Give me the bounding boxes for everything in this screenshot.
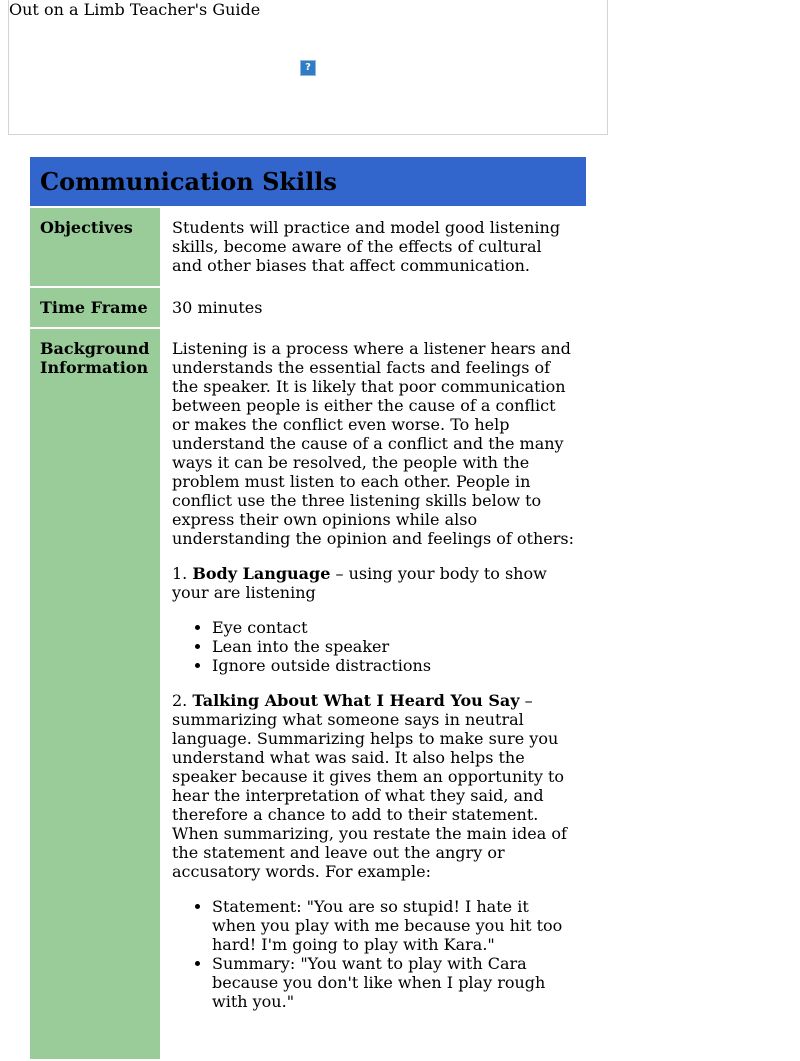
skill-name: Talking About What I Heard You Say [192, 691, 520, 710]
list-item: • Statement: "You are so stupid! I hate it when you play with me because you hit too hard! I'm going to play with Kara." [212, 897, 576, 954]
skill-1-heading [172, 564, 576, 602]
skill-name: Body Language [192, 564, 331, 583]
background-intro: Listening is a process where a listener hears and understands the essential facts and feelings of the speaker. It is likely that poor communication between people is either the cause of a conflict or makes the conflict even worse. To help understand the cause of a conflict and the many ways it can be resolved, the people with the problem must listen to each other. People in conflict use the three listening skills below to express their own opinions while also understanding the opinion and feelings of others: [172, 339, 575, 548]
time-frame-label: Time Frame [30, 288, 160, 327]
background-content [162, 329, 586, 1059]
list-item: • Ignore outside distractions [212, 656, 576, 675]
objectives-label: Objectives [30, 208, 160, 286]
skill-description: – using your body to show your are listening [172, 564, 547, 602]
list-item: • Lean into the speaker [212, 637, 576, 656]
time-frame-text: 30 minutes [172, 298, 263, 317]
banner-title: Out on a Limb Teacher's Guide [9, 0, 261, 19]
background-label-line2: Information [40, 358, 149, 377]
lesson-header [30, 157, 586, 206]
skill-2-heading [172, 691, 576, 881]
list-item: • Summary: "You want to play with Cara because you don't like when I play rough with you." [212, 954, 576, 1011]
skill-2-bullets [172, 897, 576, 1011]
lesson-title: Communication Skills [40, 167, 337, 196]
background-label [30, 329, 160, 1059]
skill-1-bullets [172, 618, 576, 675]
background-label-line1: Background [40, 339, 150, 358]
skill-number: 1. [172, 564, 188, 583]
broken-image-icon: ? [300, 60, 316, 76]
objectives-text: Students will practice and model good listening skills, become aware of the effects of cultural and other biases that affect communication. [172, 218, 561, 275]
lesson-table [28, 155, 588, 1061]
skill-description: – summarizing what someone says in neutral language. Summarizing helps to make sure you understand what was said. It also helps the speaker because it gives them an opportunity to hear the interpretation of what they said, and therefore a chance to add to their statement. When summarizing, you restate the main idea of the statement and leave out the angry or accusatory words. For example: [172, 691, 567, 881]
skill-number: 2. [172, 691, 188, 710]
banner-frame [8, 0, 608, 135]
list-item: • Eye contact [212, 618, 576, 637]
